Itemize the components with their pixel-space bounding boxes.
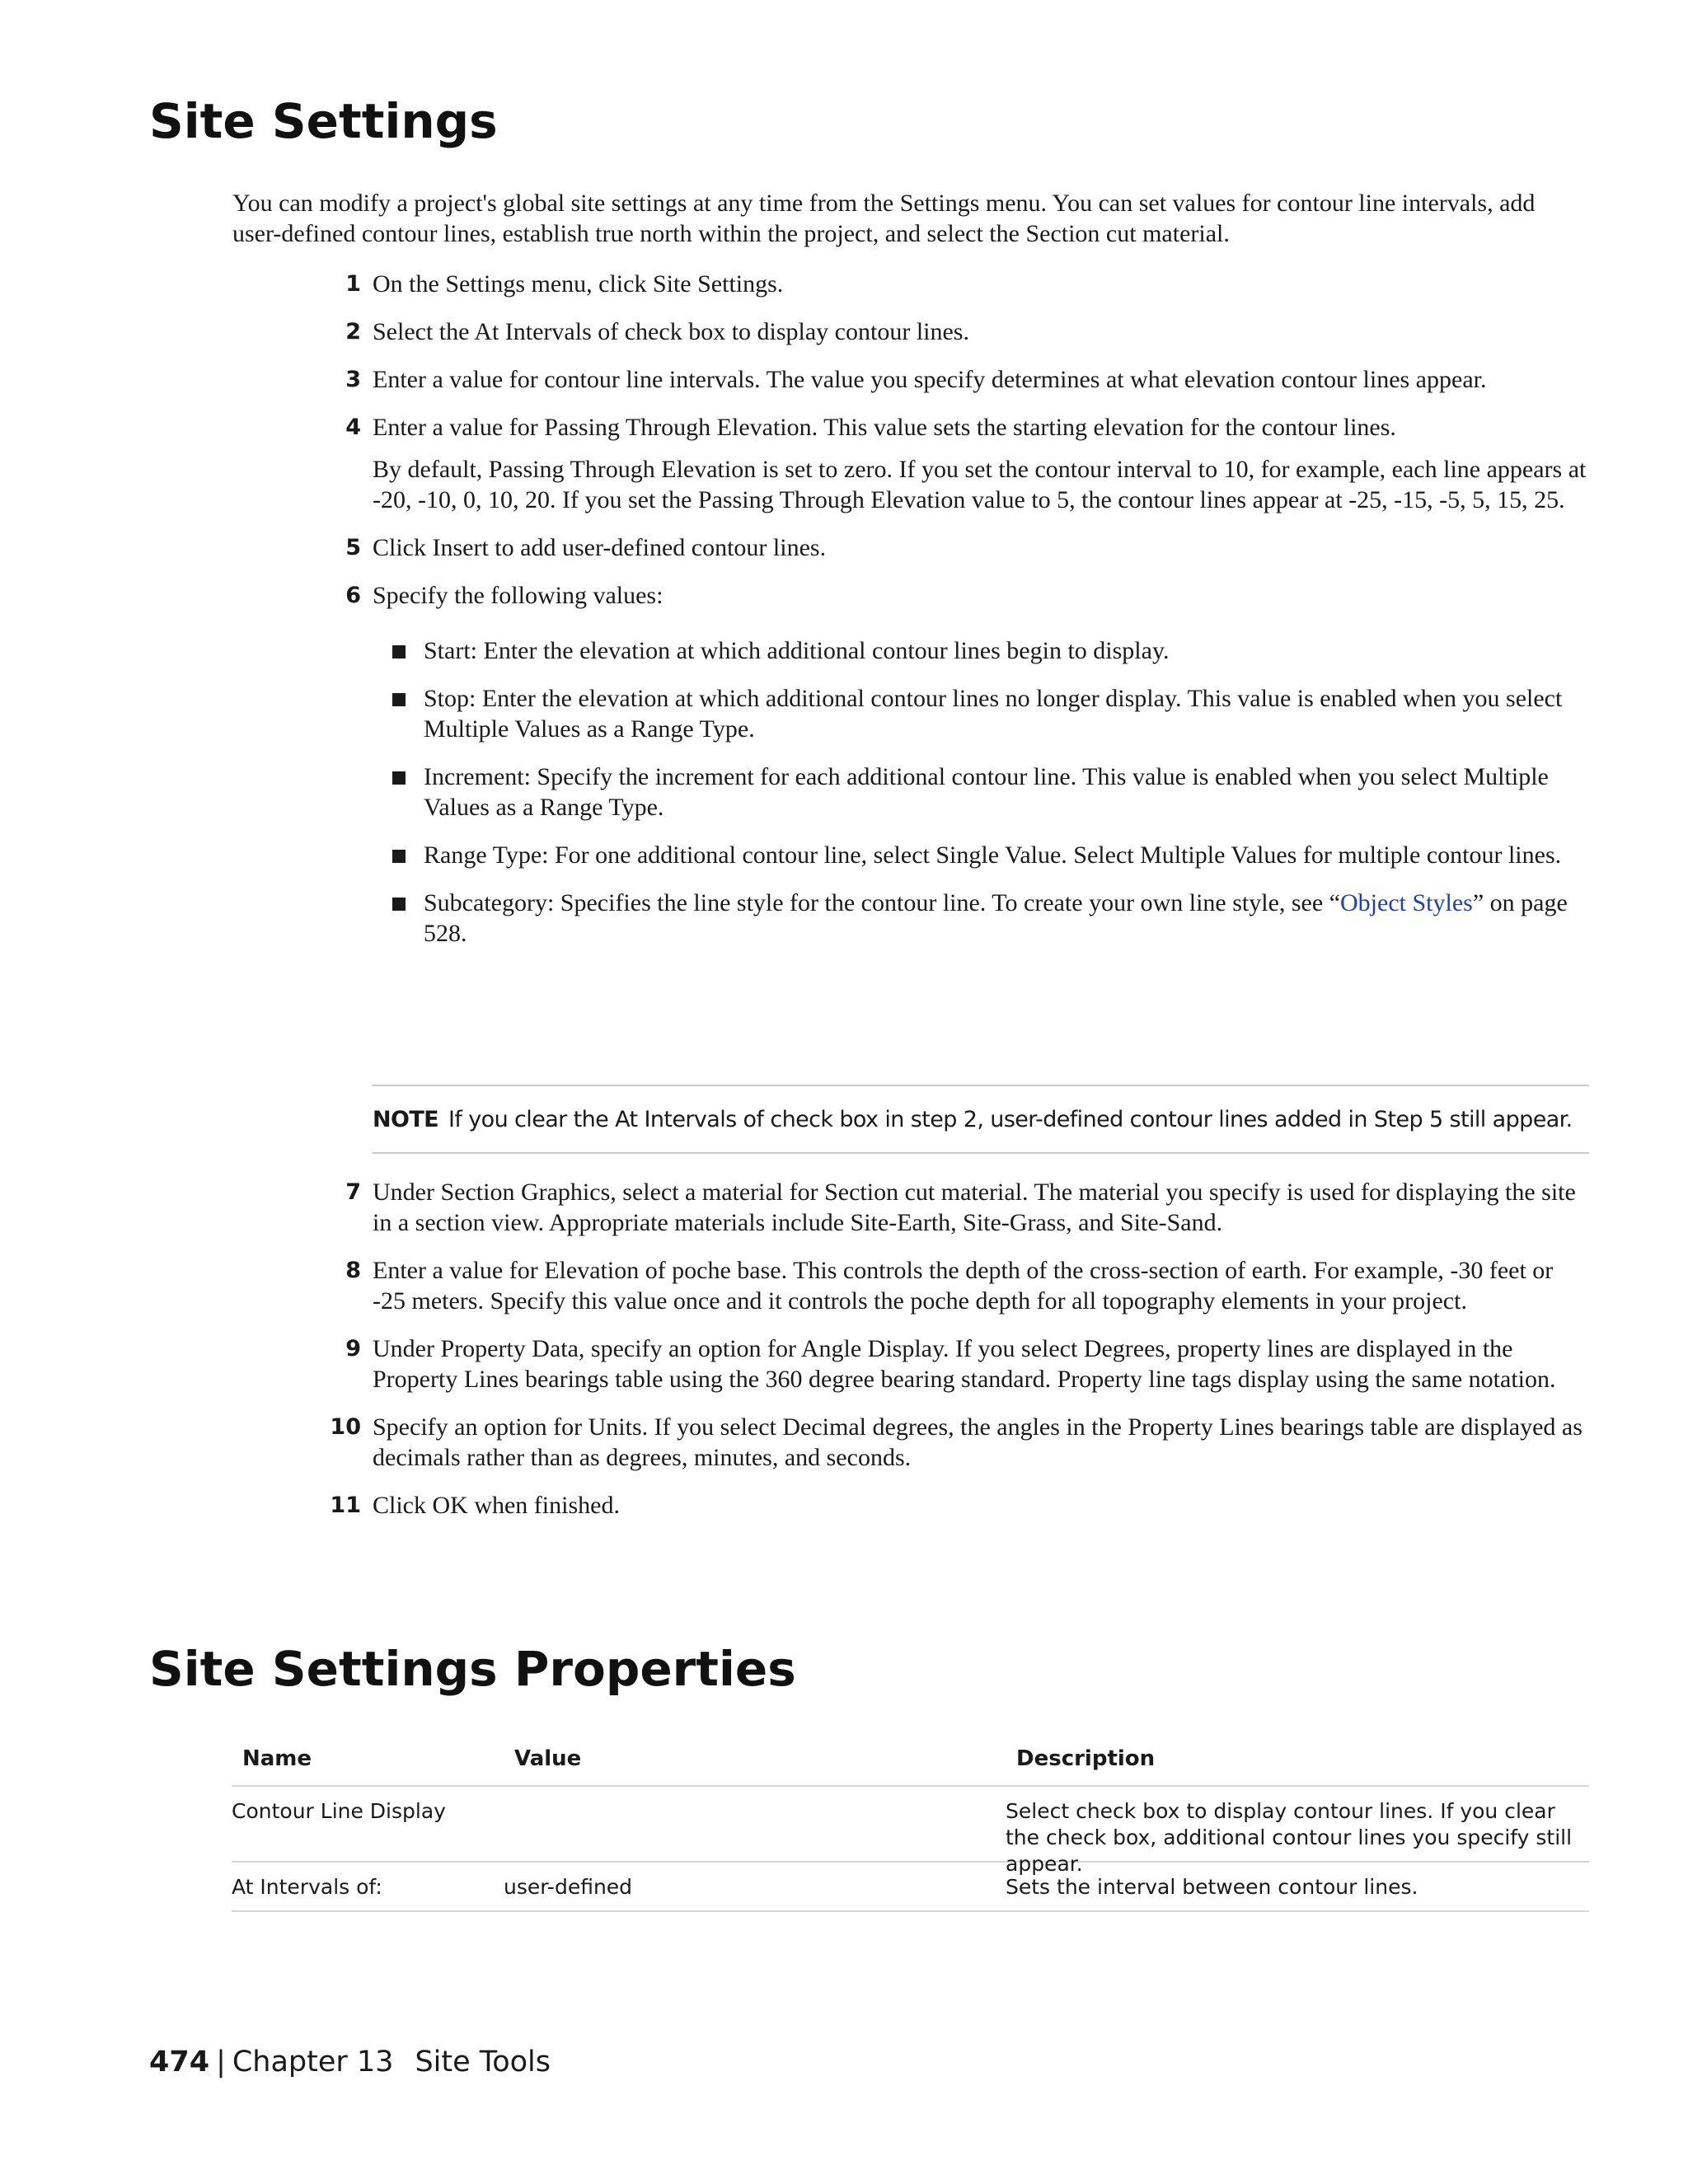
step-item [330, 1412, 1591, 1473]
step-text: Under Section Graphics, select a material for Section cut material. The material you specify is used for displaying the site in a section view. Appropriate materials include Site-Earth, Site-Grass, and Site-Sand. [373, 1179, 1576, 1236]
step-item [345, 1177, 1591, 1238]
step-text: Enter a value for Elevation of poche base. This controls the depth of the cross-section of earth. For example, -30 feet or -25 meters. Specify this value once and it controls the poche depth for all topography elements in your project. [373, 1257, 1554, 1315]
bullet-item [424, 840, 1591, 870]
square-bullet-icon [392, 898, 406, 911]
step-item [345, 1255, 1591, 1316]
table-row [232, 1863, 1589, 1912]
step-number: 2 [345, 319, 361, 344]
step-number: 1 [345, 271, 361, 297]
chapter-title: Site Tools [415, 2046, 551, 2079]
step-text: Enter a value for contour line intervals. The value you specify determines at what elevation contour lines appear. [373, 366, 1487, 393]
step-text: Specify an option for Units. If you select Decimal degrees, the angles in the Property Lines bearings table are displayed as decimals rather than as degrees, minutes, and seconds. [373, 1413, 1582, 1471]
step-number: 11 [330, 1493, 361, 1518]
note-text: If you clear the At Intervals of check box in step 2, user-defined contour lines added in Step 5 still appear. [448, 1106, 1573, 1132]
bullet-text-post: ” on page 528. [424, 889, 1568, 947]
step-text: On the Settings menu, click Site Settings. [373, 270, 784, 298]
step-item [345, 580, 1591, 949]
step-number: 8 [345, 1258, 361, 1283]
cell-value: user-defined [504, 1875, 633, 1899]
step-text: Click OK when finished. [373, 1492, 620, 1519]
bullet-item [424, 888, 1591, 949]
section-title: Site Settings Properties [149, 1641, 796, 1697]
step-text: Click Insert to add user-defined contour lines. [373, 534, 827, 561]
object-styles-link[interactable]: Object Styles [1340, 889, 1473, 916]
page-footer [149, 2046, 551, 2079]
step-number: 4 [345, 415, 361, 440]
square-bullet-icon [392, 771, 406, 785]
intro-paragraph: You can modify a project's global site settings at any time from the Settings menu. You can set values for contour line intervals, add user-defined contour lines, establish true north within the project, and select the Section cut material. [232, 190, 1536, 247]
header-description: Description [1016, 1746, 1156, 1771]
bullet-text: Range Type: For one additional contour line, select Single Value. Select Multiple Values for multiple contour lines. [424, 841, 1562, 869]
square-bullet-icon [392, 645, 406, 658]
step-detail-paragraph: By default, Passing Through Elevation is set to zero. If you set the contour interval to 10, for example, each line appears at -20, -10, 0, 10, 20. If you set the Passing Through Elevation value to 5, the contour lines appear at -25, -15, -5, 5, 15, 25. [373, 456, 1587, 513]
step-number: 9 [345, 1336, 361, 1361]
step-item [345, 532, 1591, 563]
steps-list-first [321, 269, 1591, 966]
step-text: Under Property Data, specify an option for Angle Display. If you select Degrees, property lines are displayed in the Property Lines bearings table using the 360 degree bearing standard. Property line tags display using the same notation. [373, 1335, 1556, 1393]
step-text: Enter a value for Passing Through Elevation. This value sets the starting elevation for the contour lines. [373, 414, 1396, 441]
step-item [345, 412, 1591, 515]
step-text: Specify the following values: [373, 582, 663, 609]
header-value: Value [514, 1746, 582, 1771]
square-bullet-icon [392, 693, 406, 706]
step-text: Select the At Intervals of check box to display contour lines. [373, 318, 969, 345]
bullet-item [424, 683, 1591, 744]
bullet-item [424, 635, 1591, 666]
step-item [330, 1490, 1591, 1521]
cell-name: Contour Line Display [232, 1799, 446, 1823]
bullet-text: Stop: Enter the elevation at which additional contour lines no longer display. This value is enabled when you select Multiple Values as a Range Type. [424, 685, 1563, 743]
page-number: 474 [149, 2046, 210, 2079]
properties-table [232, 1739, 1589, 1912]
bullet-text: Start: Enter the elevation at which additional contour lines begin to display. [424, 637, 1170, 664]
step-number: 6 [345, 583, 361, 608]
step-number: 7 [345, 1179, 361, 1205]
bullet-text-pre: Subcategory: Specifies the line style for the contour line. To create your own line style, see “ [424, 889, 1341, 916]
step-number: 10 [330, 1414, 361, 1440]
cell-name: At Intervals of: [232, 1875, 382, 1899]
step-item [345, 364, 1591, 395]
footer-separator: | [216, 2046, 226, 2079]
page-title: Site Settings [149, 93, 498, 149]
table-row [232, 1787, 1589, 1876]
step-number: 3 [345, 367, 361, 392]
step-number: 5 [345, 535, 361, 560]
step-item [345, 1333, 1591, 1394]
values-bullet-list [373, 635, 1591, 949]
step-item [345, 269, 1591, 299]
cell-description: Select check box to display contour lines. If you clear the check box, additional contour lines you specify still appear. [1006, 1799, 1573, 1876]
table-header-row [232, 1739, 1589, 1787]
square-bullet-icon [392, 850, 406, 863]
steps-list-second [321, 1177, 1591, 1538]
bullet-item [424, 762, 1591, 823]
note-box [373, 1085, 1589, 1154]
note-label: NOTE [373, 1106, 439, 1132]
cell-description: Sets the interval between contour lines. [1006, 1875, 1418, 1899]
header-name: Name [242, 1746, 312, 1771]
bullet-text: Increment: Specify the increment for each additional contour line. This value is enabled when you select Multiple Values as a Range Type. [424, 763, 1549, 821]
step-item [345, 316, 1591, 347]
chapter-label: Chapter 13 [232, 2046, 394, 2079]
